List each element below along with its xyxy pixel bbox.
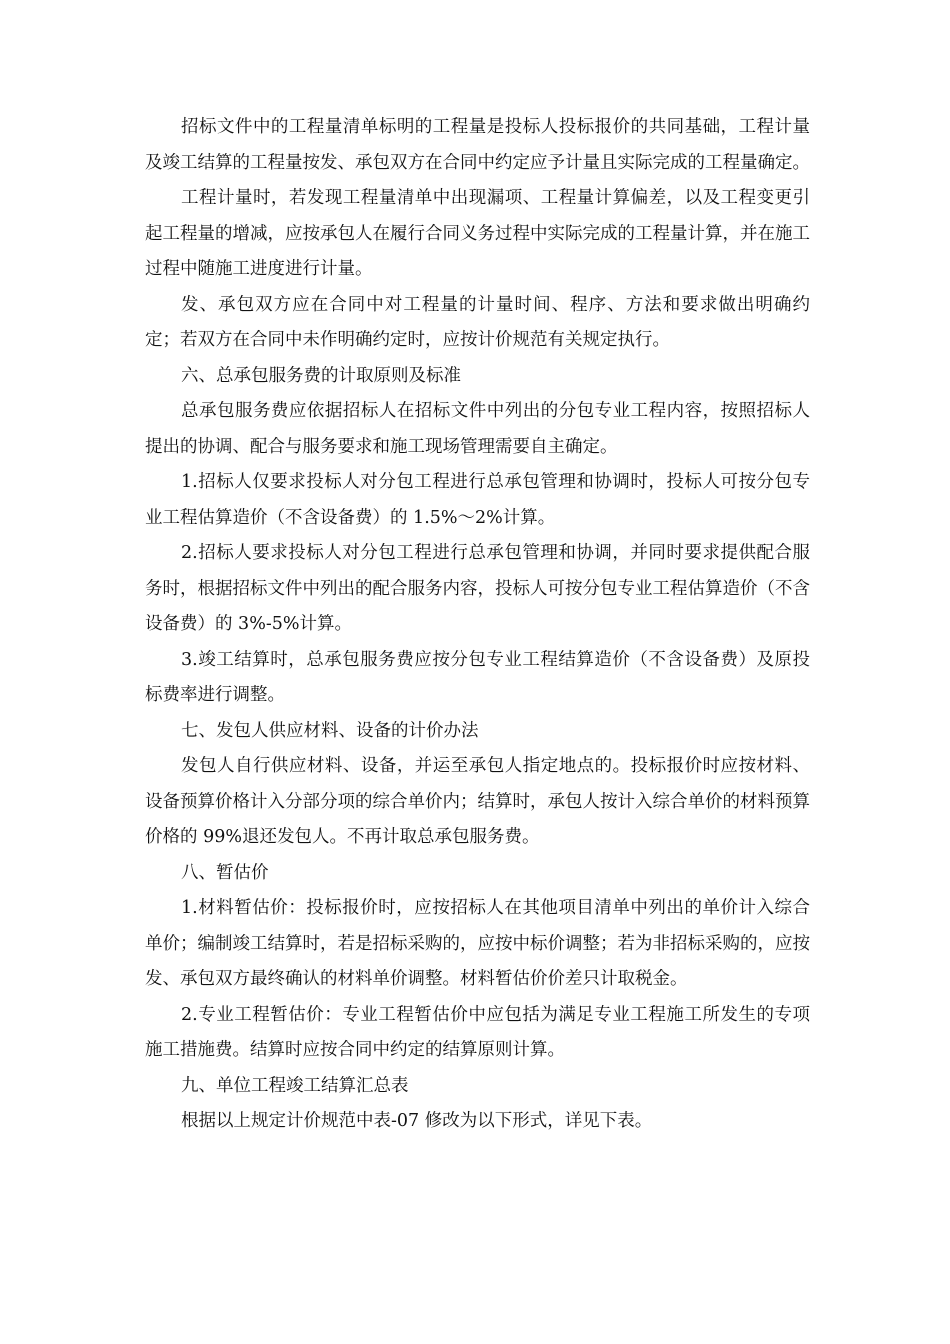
paragraph-supplied-materials: 发包人自行供应材料、设备，并运至承包人指定地点的。投标报价时应按材料、设备预算价格计入分部分项的综合单价内；结算时，承包人按计入综合单价的材料预算价格的 99%退还发包人。不再计取总承包服务费。: [145, 756, 810, 847]
list-item-provisional-material: 1.材料暂估价：投标报价时，应按招标人在其他项目清单中列出的单价计入综合单价；编制竣工结算时，若是招标采购的，应按中标价调整；若为非招标采购的，应按发、承包双方最终确认的材料单价调整。材料暂估价价差只计取税金。: [145, 898, 810, 989]
section-heading-8: 八、暂估价: [181, 862, 269, 883]
section-heading-9: 九、单位工程竣工结算汇总表: [181, 1075, 409, 1096]
document-body: [145, 110, 810, 1140]
list-item-service-fee-3: 3.竣工结算时，总承包服务费应按分包专业工程结算造价（不含设备费）及原投标费率进行调整。: [145, 649, 810, 705]
section-heading-6: 六、总承包服务费的计取原则及标准: [181, 365, 461, 386]
paragraph-quantity-measurement: 工程计量时，若发现工程量清单中出现漏项、工程量计算偏差，以及工程变更引起工程量的增减，应按承包人在履行合同义务过程中实际完成的工程量计算，并在施工过程中随施工进度进行计量。: [145, 188, 810, 279]
paragraph-service-fee-basis: 总承包服务费应依据招标人在招标文件中列出的分包专业工程内容，按照招标人提出的协调、配合与服务要求和施工现场管理需要自主确定。: [145, 401, 810, 457]
paragraph-summary-table-note: 根据以上规定计价规范中表-07 修改为以下形式，详见下表。: [181, 1111, 653, 1131]
paragraph-contract-agreement: 发、承包双方应在合同中对工程量的计量时间、程序、方法和要求做出明确约定；若双方在合同中未作明确约定时，应按计价规范有关规定执行。: [145, 294, 810, 350]
section-heading-7: 七、发包人供应材料、设备的计价办法: [181, 720, 479, 741]
list-item-service-fee-1: 1.招标人仅要求投标人对分包工程进行总承包管理和协调时，投标人可按分包专业工程估算造价（不含设备费）的 1.5%～2%计算。: [145, 472, 810, 528]
list-item-service-fee-2: 2.招标人要求投标人对分包工程进行总承包管理和协调，并同时要求提供配合服务时，根据招标文件中列出的配合服务内容，投标人可按分包专业工程估算造价（不含设备费）的 3%-5%计算。: [145, 543, 810, 634]
list-item-provisional-professional: 2.专业工程暂估价：专业工程暂估价中应包括为满足专业工程施工所发生的专项施工措施费。结算时应按合同中约定的结算原则计算。: [145, 1004, 810, 1060]
paragraph-quantity-basis: 招标文件中的工程量清单标明的工程量是投标人投标报价的共同基础，工程计量及竣工结算的工程量按发、承包双方在合同中约定应予计量且实际完成的工程量确定。: [145, 117, 810, 173]
